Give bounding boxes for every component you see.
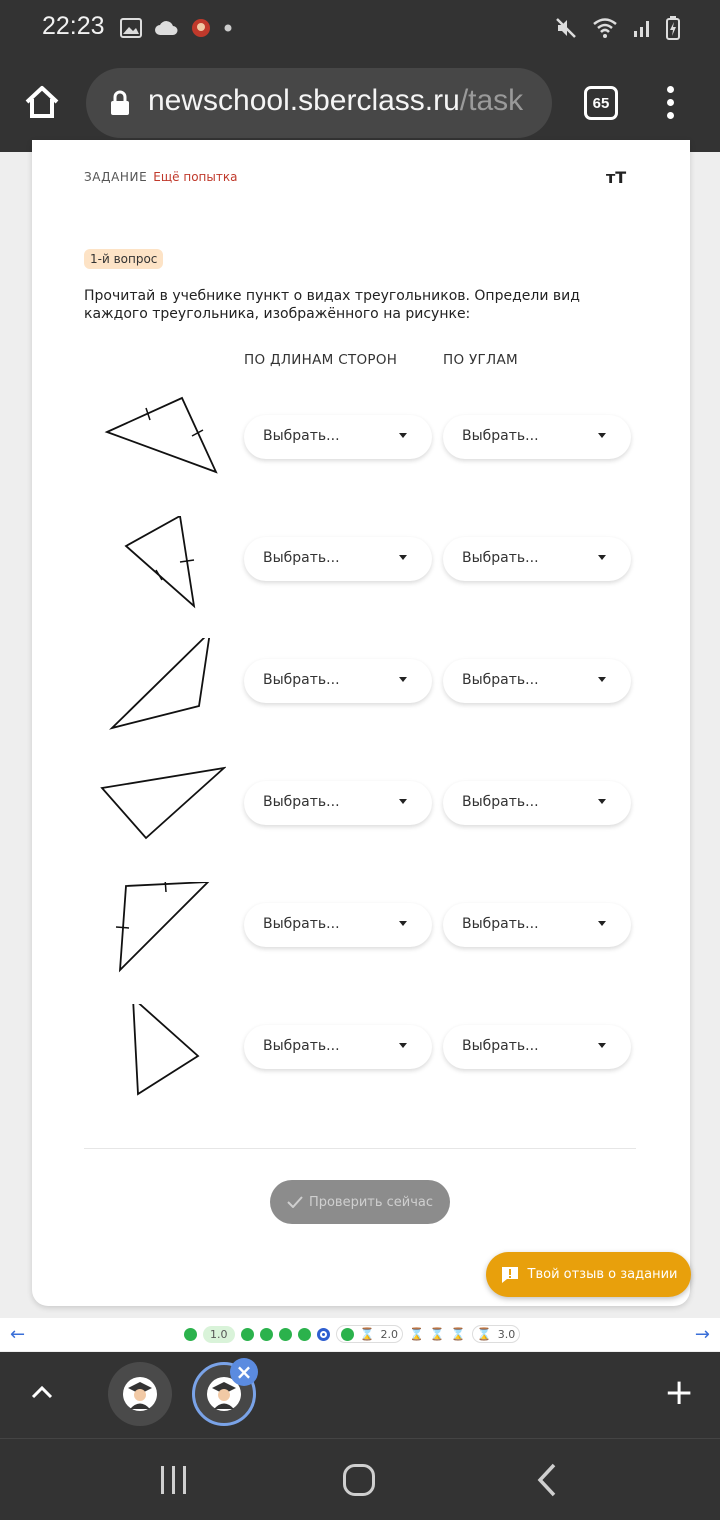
- select-label: Выбрать...: [462, 794, 539, 810]
- progress-dot[interactable]: [341, 1328, 354, 1341]
- back-icon[interactable]: [536, 1463, 558, 1497]
- progress-dot[interactable]: [298, 1328, 311, 1341]
- progress-group-3: [472, 1325, 520, 1343]
- chevron-down-icon: [598, 677, 606, 682]
- home-circle-icon[interactable]: [343, 1464, 375, 1496]
- cloud-icon: [154, 20, 178, 36]
- triangle-figure-2: [96, 516, 226, 626]
- chevron-down-icon: [598, 1043, 606, 1048]
- chevron-down-icon: [399, 1043, 407, 1048]
- progress-dot[interactable]: [260, 1328, 273, 1341]
- triangle-figure-6: [96, 1004, 226, 1114]
- select-sides-1[interactable]: [244, 415, 432, 459]
- triangle-figure-1: [96, 394, 226, 504]
- url-domain: newschool.sberclass.ru: [148, 84, 460, 117]
- task-label: ЗАДАНИЕ: [84, 170, 148, 184]
- hourglass-icon[interactable]: ⌛: [408, 1327, 424, 1341]
- url-path: /task: [459, 84, 524, 117]
- tabs-icon[interactable]: 65: [584, 86, 618, 120]
- question-text: Прочитай в учебнике пункт о видах треугольников. Определи вид каждого треугольника, изображённого на рисунке:: [84, 288, 580, 322]
- lock-icon: [110, 90, 130, 116]
- hourglass-icon[interactable]: ⌛: [450, 1327, 466, 1341]
- triangle-row-2: [84, 516, 644, 626]
- triangle-row-4: [84, 760, 644, 870]
- url-text: [148, 84, 523, 118]
- task-header: [84, 170, 237, 184]
- select-label: Выбрать...: [462, 916, 539, 932]
- select-label: Выбрать...: [263, 794, 340, 810]
- triangle-row-5: [84, 882, 644, 992]
- arrow-right-icon[interactable]: →: [694, 1324, 710, 1345]
- hourglass-icon[interactable]: ⌛: [476, 1327, 492, 1341]
- select-angles-3[interactable]: [443, 659, 631, 703]
- chevron-down-icon: [399, 799, 407, 804]
- chevron-down-icon: [598, 799, 606, 804]
- select-sides-5[interactable]: [244, 903, 432, 947]
- score-badge-2: 2.0: [380, 1327, 398, 1341]
- status-time: 22:23: [42, 12, 105, 40]
- select-sides-4[interactable]: [244, 781, 432, 825]
- select-angles-1[interactable]: [443, 415, 631, 459]
- dot-icon: [224, 24, 232, 32]
- select-label: Выбрать...: [462, 1038, 539, 1054]
- divider: [84, 1148, 636, 1149]
- address-bar[interactable]: [86, 68, 552, 138]
- select-label: Выбрать...: [462, 672, 539, 688]
- select-label: Выбрать...: [462, 550, 539, 566]
- triangle-row-1: [84, 394, 644, 504]
- select-angles-5[interactable]: [443, 903, 631, 947]
- student-avatar-icon: [122, 1376, 158, 1412]
- check-now-label: Проверить сейчас: [308, 1194, 434, 1210]
- progress-dots: [184, 1324, 520, 1344]
- chevron-down-icon: [399, 555, 407, 560]
- select-angles-4[interactable]: [443, 781, 631, 825]
- check-icon: [287, 1196, 303, 1208]
- chevron-down-icon: [598, 433, 606, 438]
- system-navigation-bar: [0, 1438, 720, 1520]
- select-label: Выбрать...: [263, 550, 340, 566]
- mute-icon: [554, 16, 578, 40]
- feedback-button[interactable]: [486, 1252, 691, 1297]
- image-icon: [120, 18, 142, 38]
- progress-dot[interactable]: [241, 1328, 254, 1341]
- select-label: Выбрать...: [462, 428, 539, 444]
- close-icon[interactable]: ×: [230, 1358, 258, 1386]
- progress-dot[interactable]: [184, 1328, 197, 1341]
- plus-icon[interactable]: +: [664, 1372, 695, 1413]
- select-label: Выбрать...: [263, 916, 340, 932]
- score-badge-3: 3.0: [497, 1327, 516, 1341]
- avatar-notification-icon: [190, 17, 212, 39]
- hourglass-icon[interactable]: ⌛: [359, 1327, 375, 1341]
- chevron-down-icon: [598, 555, 606, 560]
- triangle-figure-5: [96, 882, 226, 992]
- select-label: Выбрать...: [263, 1038, 340, 1054]
- progress-group-2: [336, 1325, 403, 1343]
- task-card: [32, 140, 690, 1306]
- select-sides-2[interactable]: [244, 537, 432, 581]
- hourglass-icon[interactable]: ⌛: [429, 1327, 445, 1341]
- signal-icon: [632, 18, 652, 38]
- check-now-button[interactable]: [270, 1180, 450, 1224]
- question-progress: [0, 1318, 720, 1351]
- column-header-sides: ПО ДЛИНАМ СТОРОН: [244, 352, 398, 368]
- progress-dot[interactable]: [279, 1328, 292, 1341]
- triangle-row-6: [84, 1004, 644, 1114]
- score-badge-1: 1.0: [203, 1326, 235, 1343]
- chevron-down-icon: [598, 921, 606, 926]
- select-angles-2[interactable]: [443, 537, 631, 581]
- select-sides-6[interactable]: [244, 1025, 432, 1069]
- feedback-icon: [500, 1265, 520, 1285]
- column-header-angles: ПО УГЛАМ: [443, 352, 518, 368]
- feedback-label: Твой отзыв о задании: [527, 1267, 678, 1282]
- progress-dot-current[interactable]: [317, 1328, 330, 1341]
- chevron-up-icon[interactable]: [30, 1380, 54, 1404]
- chevron-down-icon: [399, 921, 407, 926]
- home-icon[interactable]: [22, 82, 62, 122]
- browser-toolbar: [0, 56, 720, 152]
- arrow-left-icon[interactable]: ←: [10, 1324, 26, 1345]
- select-angles-6[interactable]: [443, 1025, 631, 1069]
- status-notifications: [120, 14, 232, 42]
- select-sides-3[interactable]: [244, 659, 432, 703]
- select-label: Выбрать...: [263, 428, 340, 444]
- status-bar: [0, 0, 720, 56]
- recent-apps-icon[interactable]: [160, 1465, 188, 1495]
- retry-link[interactable]: Ещё попытка: [153, 170, 238, 184]
- status-system: [554, 14, 680, 42]
- tab-avatar-1[interactable]: [108, 1362, 172, 1426]
- wifi-icon: [592, 17, 618, 39]
- triangle-figure-4: [96, 760, 226, 870]
- chevron-down-icon: [399, 433, 407, 438]
- font-size-icon[interactable]: тТ: [606, 168, 627, 187]
- menu-icon[interactable]: [660, 86, 680, 122]
- battery-icon: [666, 16, 680, 40]
- chevron-down-icon: [399, 677, 407, 682]
- triangle-figure-3: [96, 638, 226, 748]
- triangle-row-3: [84, 638, 644, 748]
- select-label: Выбрать...: [263, 672, 340, 688]
- question-badge: 1-й вопрос: [84, 249, 163, 269]
- app-tab-strip: [0, 1352, 720, 1438]
